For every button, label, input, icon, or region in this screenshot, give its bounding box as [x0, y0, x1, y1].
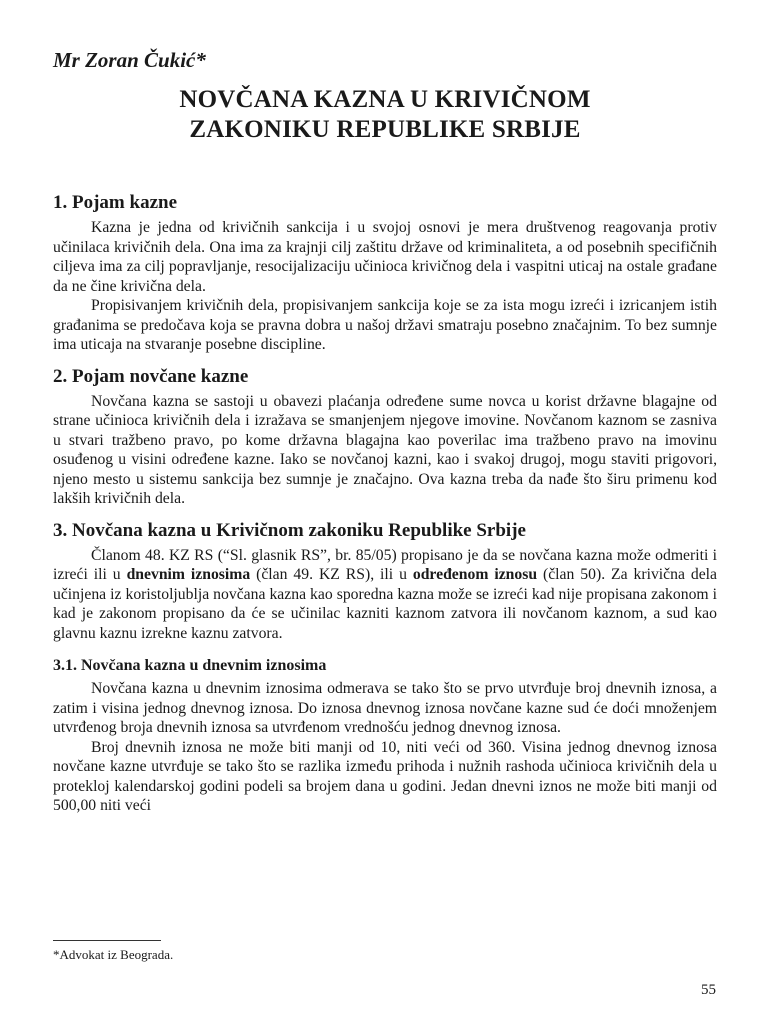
section-heading: 3. Novčana kazna u Krivičnom zakoniku Republike Srbije — [53, 519, 526, 541]
bold-term: određenom iznosu — [412, 566, 538, 583]
title-line-2: ZAKONIKU REPUBLIKE SRBIJE — [189, 116, 581, 143]
section-heading: 1. Pojam kazne — [53, 192, 178, 213]
page-number: 55 — [701, 982, 716, 998]
paragraph: Novčana kazna se sastoji u obavezi plaćanja određene sume novca u korist državne blagajne od strane učinioca krivičnih dela i izražava se smanjenjem njegove imovine. Novčanom kaznom se zasniva u stvari tražbeno pravo, po kome državna blagajna kao poverilac ima tražbeno pravo na imovinu osuđenog u visini određene kazne. Iako se novčanoj kazni, kao i svakoj drugoj, mogu staviti prigovori, njeno mesto u sistemu sankcija bez sumnje je značajno. Ova kazna treba da nađe što širu primenu kod lakših krivičnih dela. — [53, 392, 717, 507]
text-run: (član 49. KZ RS), ili u — [250, 566, 413, 583]
section-3-1 — [53, 655, 717, 816]
title-line-1: NOVČANA KAZNA U KRIVIČNOM — [179, 86, 591, 113]
section-2 — [53, 365, 717, 509]
footnote: *Advokat iz Beograda. — [53, 947, 174, 962]
paragraph — [53, 546, 717, 644]
paragraph: Propisivanjem krivičnih dela, propisivanjem sankcija koje se za ista mogu izreći i izricanjem istih građanima se predočava koja se pravna dobra u našoj državi smatraju posebno značajnim. To bez sumnje ima uticaja na stvaranje posebne discipline. — [53, 297, 717, 353]
text-run: (član 50). Za krivična dela učinjena iz koristoljublja novčana kazna kao sporedna kazna može se izreći kad nije propisana zakonom i kad je zakonom propisano da će se učinilac kazniti kaznom zatvora ili novčanom kaznom, a sud kao glavnu kaznu izrekne kaznu zatvora. — [53, 566, 717, 642]
article-title — [53, 85, 717, 145]
subsection-heading: 3.1. Novčana kazna u dnevnim iznosima — [53, 657, 327, 674]
section-1 — [53, 191, 717, 355]
section-3 — [53, 519, 717, 644]
text-run: Članom 48. KZ RS (“Sl. glasnik RS”, br. 85/05) propisano je da se novčana kazna može odmeriti i izreći ili u — [53, 546, 717, 583]
footnote-divider — [53, 940, 161, 941]
paragraph: Broj dnevnih iznosa ne može biti manji od 10, niti veći od 360. Visina jednog dnevnog iznosa novčane kazne utvrđuje se tako što se razlika između prihoda i nužnih rashoda učinioca krivičnih dela u proteklој kalendarskoj godini podeli sa brojem dana u godini. Jedan dnevni iznos ne može biti manji od 500,00 niti veći — [53, 738, 717, 814]
section-heading: 2. Pojam novčane kazne — [53, 365, 249, 387]
paragraph: Novčana kazna u dnevnim iznosima odmerava se tako što se prvo utvrđuje broj dnevnih iznosa, a zatim i visina jednog dnevnog iznosa. Do iznosa dnevnog iznosa novčane kazne sud će doći množenjem utvrđenog broja dnevnih iznosa sa utvrđenom vrednošću jednog dnevnog iznosa. — [53, 680, 717, 736]
paragraph: Kazna je jedna od krivičnih sankcija i u svojoj osnovi je mera društvenog reagovanja protiv učinilaca krivičnih dela. Ona ima za krajnji cilj zaštitu države od kriminaliteta, a od posebnih specifičnih ciljeva ima za cilj popravljanje, resocijalizaciju učinioca krivičnog dela i vaspitni uticaj na ostale građane da ne čine krivična dela. — [53, 219, 717, 295]
bold-term: dnevnim iznosima — [126, 566, 251, 583]
author-name: Mr Zoran Čukić* — [53, 48, 206, 72]
article-page — [53, 48, 717, 826]
